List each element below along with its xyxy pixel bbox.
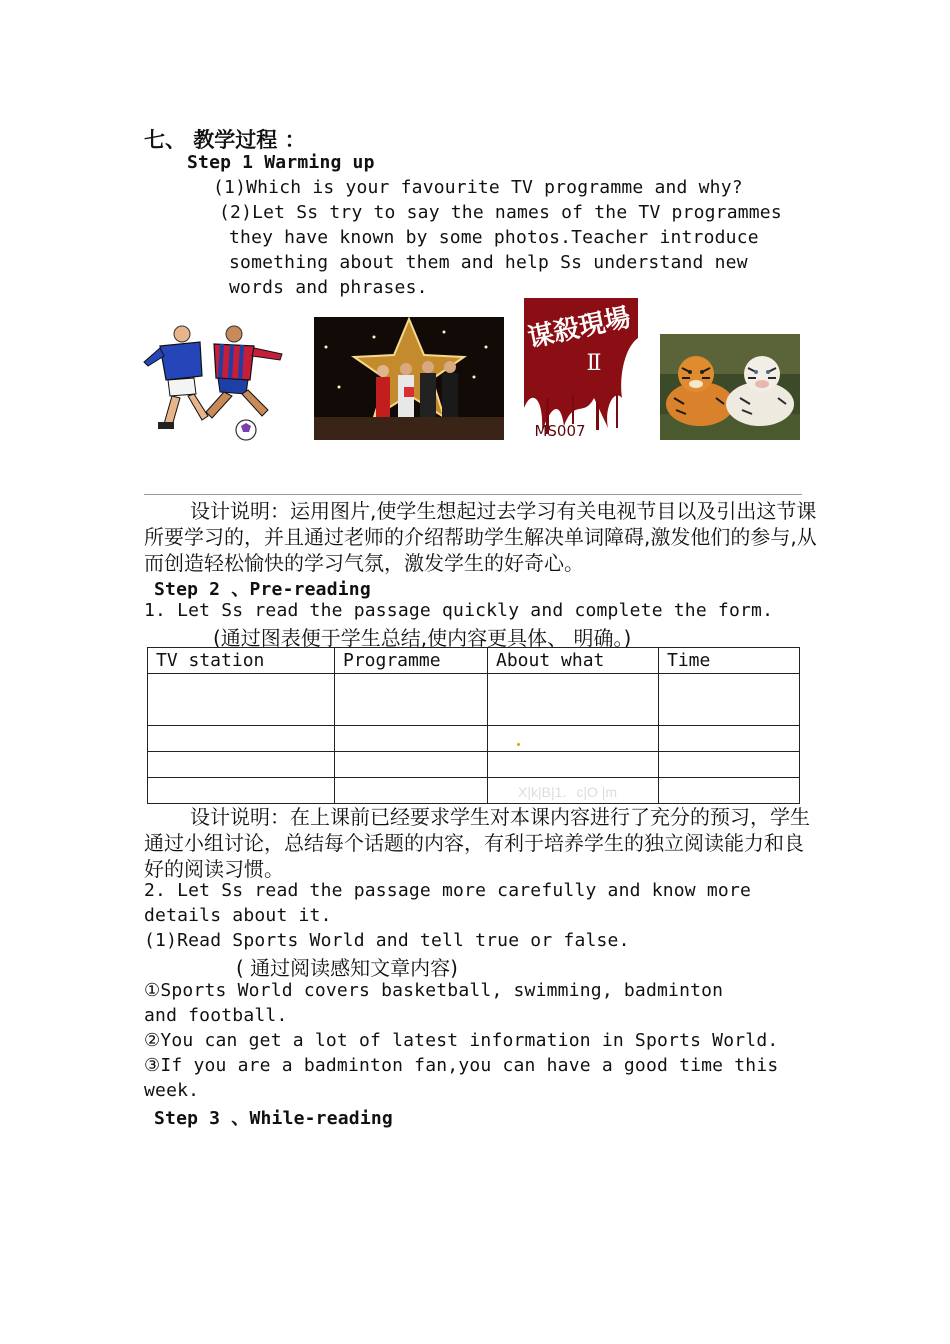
- statement-3-line-1: ③If you are a badminton fan,you can have a good time this: [144, 1055, 779, 1076]
- step2-task-2-line-2: details about it.: [144, 905, 332, 926]
- statement-3-line-2: week.: [144, 1080, 200, 1101]
- watermark-text: X|k|B|1．c|O |m: [518, 784, 618, 800]
- step1-heading: Step 1 Warming up: [187, 152, 375, 173]
- step1-question-2-line-4: words and phrases.: [229, 277, 428, 298]
- table-cell[interactable]: [335, 752, 488, 778]
- step2-task-1-note: (通过图表便于学生总结,使内容更具体、 明确。): [213, 626, 632, 650]
- poster-numeral: Ⅱ: [586, 351, 602, 376]
- table-header-row: [148, 648, 800, 674]
- table-cell[interactable]: [659, 778, 800, 804]
- header-time: Time: [659, 648, 800, 674]
- statement-1-line-1: ①Sports World covers basketball, swimming, badminton: [144, 980, 724, 1001]
- crime-scene-poster-image: [524, 298, 638, 440]
- header-programme: Programme: [335, 648, 488, 674]
- table-cell[interactable]: [659, 726, 800, 752]
- table-row: [148, 778, 800, 804]
- step1-question-2-line-1: (2)Let Ss try to say the names of the TV programmes: [219, 202, 782, 223]
- table-cell[interactable]: [148, 726, 335, 752]
- table-cell[interactable]: [148, 752, 335, 778]
- stray-dot: [517, 743, 520, 746]
- design-note-2: 设计说明：在上课前已经要求学生对本课内容进行了充分的预习，学生通过小组讨论，总结每个话题的内容，有利于培养学生的独立阅读能力和良好的阅读习惯。: [144, 805, 810, 881]
- table-row: [148, 674, 800, 726]
- step3-heading: Step 3 、While-reading: [154, 1108, 393, 1129]
- step2-task-1: 1. Let Ss read the passage quickly and complete the form.: [144, 600, 774, 621]
- step2-task-2-1-note: ( 通过阅读感知文章内容): [236, 956, 458, 980]
- table-cell[interactable]: [659, 674, 800, 726]
- header-about-what: About what: [488, 648, 659, 674]
- section-title: 七、 教学过程 ：: [144, 128, 306, 152]
- table-cell[interactable]: [335, 726, 488, 752]
- table-cell[interactable]: [148, 778, 335, 804]
- table-cell[interactable]: [148, 674, 335, 726]
- section-divider: [144, 494, 802, 495]
- table-cell[interactable]: [488, 752, 659, 778]
- step1-question-2-line-3: something about them and help Ss understand new: [229, 252, 748, 273]
- table-cell[interactable]: [488, 674, 659, 726]
- statement-2: ②You can get a lot of latest information in Sports World.: [144, 1030, 779, 1051]
- table-cell[interactable]: [488, 726, 659, 752]
- step2-heading: Step 2 、Pre-reading: [154, 579, 371, 600]
- statement-1-line-2: and football.: [144, 1005, 288, 1026]
- award-ceremony-image: [314, 317, 504, 440]
- table-cell[interactable]: [335, 674, 488, 726]
- table-row: [148, 752, 800, 778]
- poster-code: MS007: [534, 422, 586, 440]
- football-players-image: [142, 320, 294, 442]
- step2-task-2-line-1: 2. Let Ss read the passage more carefully and know more: [144, 880, 752, 901]
- step1-question-2-line-2: they have known by some photos.Teacher introduce: [229, 227, 759, 248]
- table-cell[interactable]: [659, 752, 800, 778]
- poster-title: 谋殺現場: [525, 302, 634, 354]
- header-tv-station: TV station: [148, 648, 335, 674]
- design-note-1: 设计说明：运用图片,使学生想起过去学习有关电视节目以及引出这节课所要学习的，并且通过老师的介绍帮助学生解决单词障碍,激发他们的参与,从而创造轻松愉快的学习气氛，激发学生的好奇心。: [144, 499, 817, 575]
- table-row: [148, 726, 800, 752]
- tigers-image: [660, 334, 800, 440]
- programme-form-table: [147, 647, 800, 804]
- table-cell[interactable]: [335, 778, 488, 804]
- step1-question-1: (1)Which is your favourite TV programme and why?: [213, 177, 743, 198]
- step2-task-2-1: (1)Read Sports World and tell true or false.: [144, 930, 630, 951]
